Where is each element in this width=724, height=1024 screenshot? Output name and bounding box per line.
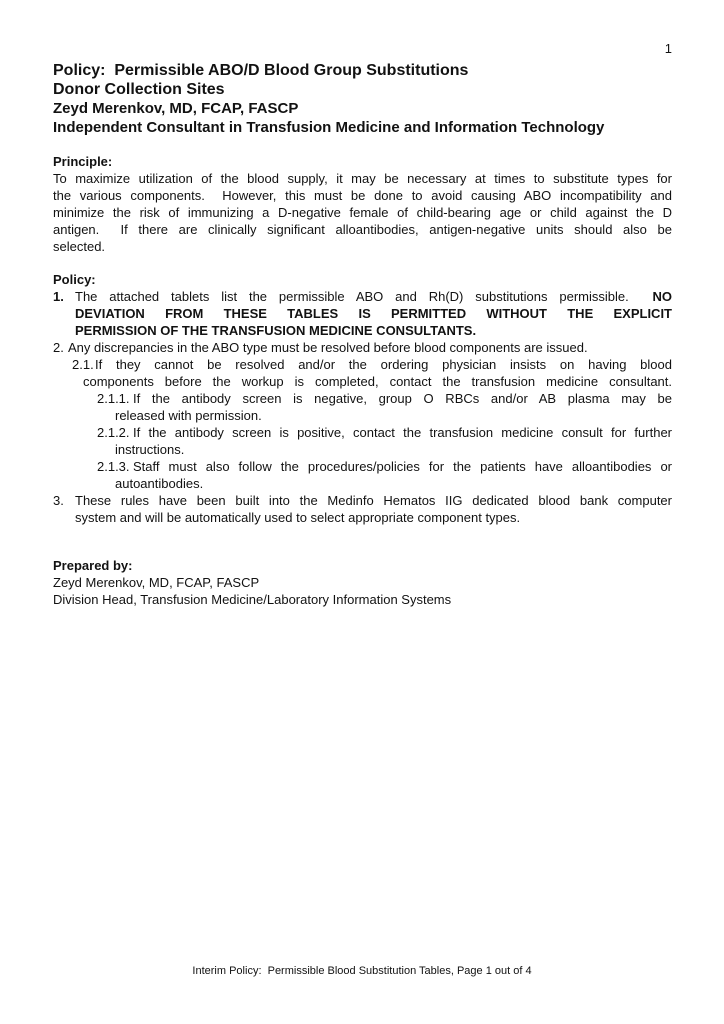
list-text: If the antibody screen is positive, contact the transfusion medicine consult for further — [133, 425, 672, 440]
policy-item-2 — [53, 339, 672, 356]
policy-list — [53, 288, 672, 526]
list-text: If they cannot be resolved and/or the ordering physician insists on having blood — [95, 357, 672, 372]
prepared-by-heading: Prepared by: — [53, 558, 133, 573]
policy-item-2-1-3-line: autoantibodies. — [115, 476, 204, 491]
page-number: 1 — [664, 41, 672, 56]
policy-item-2-1-2 — [97, 424, 672, 441]
policy-item-1-bold-line: PERMISSION OF THE TRANSFUSION MEDICINE CONSULTANTS. — [75, 323, 477, 338]
document-content — [53, 40, 672, 608]
list-number: 3. — [53, 493, 64, 508]
principle-line: the various components. However, this must be done to avoid causing ABO incompatibility and — [53, 188, 672, 203]
list-number: 2.1.1. — [97, 391, 130, 406]
principle-line: minimize the risk of immunizing a D-negative female of child-bearing age or child against the D — [53, 205, 672, 220]
policy-item-2-1-3 — [97, 458, 672, 475]
list-text: These rules have been built into the Medinfo Hematos IIG dedicated blood bank computer — [75, 493, 672, 508]
principle-paragraph — [53, 170, 672, 255]
policy-item-2-1-line: components before the workup is completed, contact the transfusion medicine consultant. — [83, 374, 672, 389]
policy-item-1 — [53, 288, 672, 305]
list-text-bold: NO — [652, 289, 672, 304]
list-text: Any discrepancies in the ABO type must be resolved before blood components are issued. — [68, 340, 588, 355]
prepared-by-name: Zeyd Merenkov, MD, FCAP, FASCP — [53, 575, 260, 590]
list-number: 2.1. — [72, 357, 94, 372]
policy-item-1-bold-line: DEVIATION FROM THESE TABLES IS PERMITTED WITHOUT THE EXPLICIT — [75, 306, 672, 321]
policy-item-3-line: system and will be automatically used to select appropriate component types. — [75, 510, 521, 525]
policy-item-2-1-2-line: instructions. — [115, 442, 185, 457]
page-footer: Interim Policy: Permissible Blood Substitution Tables, Page 1 out of 4 — [192, 965, 532, 977]
author-title-header: Independent Consultant in Transfusion Medicine and Information Technology — [53, 119, 605, 136]
document-subtitle: Donor Collection Sites — [53, 81, 225, 98]
policy-heading: Policy: — [53, 272, 96, 287]
prepared-by-block — [53, 557, 672, 608]
list-number: 2.1.3. — [97, 459, 130, 474]
principle-line: selected. — [53, 239, 106, 254]
policy-item-2-1 — [72, 356, 672, 373]
principle-heading: Principle: — [53, 154, 113, 169]
list-number: 2.1.2. — [97, 425, 130, 440]
principle-line: To maximize utilization of the blood supply, it may be necessary at times to substitute types for — [53, 171, 672, 186]
policy-item-2-1-1 — [97, 390, 672, 407]
prepared-by-title: Division Head, Transfusion Medicine/Laboratory Information Systems — [53, 592, 452, 607]
list-text: The attached tablets list the permissible ABO and Rh(D) substitutions permissible. — [75, 289, 653, 304]
principle-line: antigen. If there are clinically significant alloantibodies, antigen-negative units should also be — [53, 222, 672, 237]
list-number: 2. — [53, 340, 64, 355]
list-text: If the antibody screen is negative, group O RBCs and/or AB plasma may be — [133, 391, 672, 406]
policy-item-3 — [53, 492, 672, 509]
author-name-header: Zeyd Merenkov, MD, FCAP, FASCP — [53, 100, 299, 117]
document-header — [53, 61, 672, 137]
list-text: Staff must also follow the procedures/policies for the patients have alloantibodies or — [133, 459, 672, 474]
policy-item-2-1-1-line: released with permission. — [115, 408, 262, 423]
list-number: 1. — [53, 289, 64, 304]
document-title: Policy: Permissible ABO/D Blood Group Substitutions — [53, 62, 469, 79]
